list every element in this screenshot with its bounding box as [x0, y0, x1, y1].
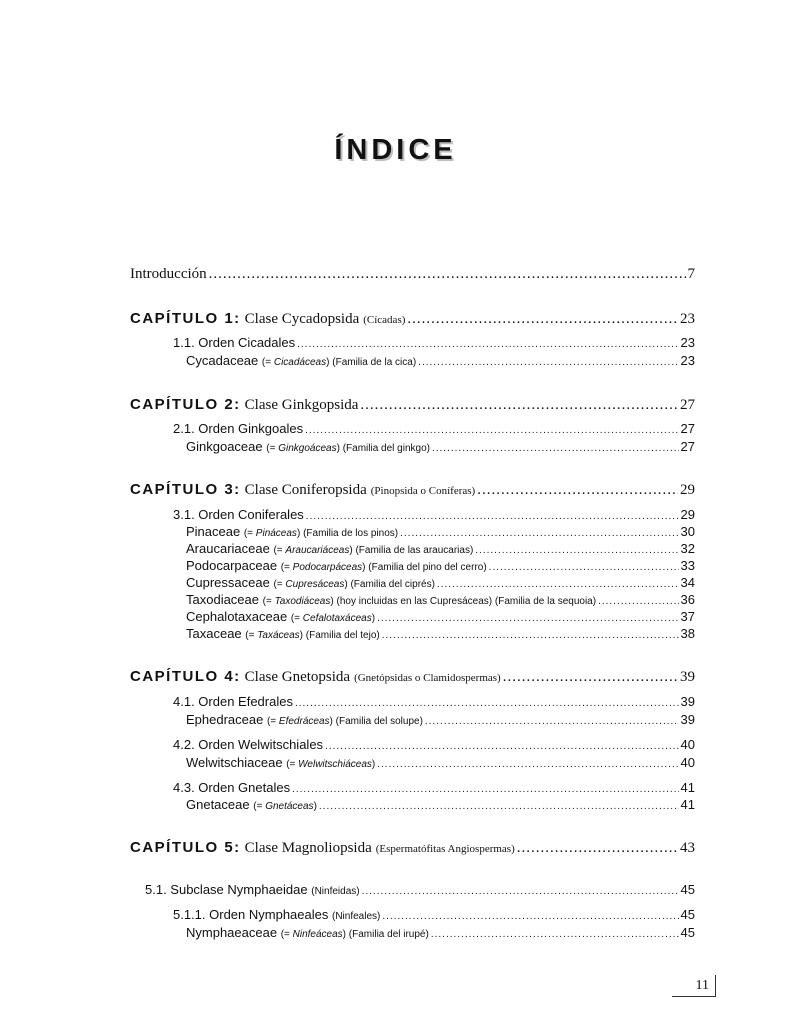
toc-label: 4.3. Orden Gnetales — [173, 780, 291, 795]
toc-page: 39 — [680, 712, 695, 727]
dot-leader — [437, 579, 679, 590]
toc-note: (Ninfeidas) — [311, 886, 360, 897]
family-alt-name: Efedráceas — [278, 716, 330, 727]
dot-leader — [425, 716, 679, 727]
dot-leader — [292, 784, 678, 795]
family-alt-name: Araucariáceas — [285, 545, 350, 556]
toc-page: 29 — [680, 507, 695, 522]
family-name: Cupressaceae — [186, 575, 270, 590]
chapter-note: (Pinopsida o Coníferas) — [370, 485, 476, 497]
toc-label: 1.1. Orden Cicadales — [173, 335, 296, 350]
family-description: (Familia de los pinos) — [303, 528, 399, 539]
toc-page: 37 — [680, 609, 695, 624]
dot-leader — [377, 759, 678, 770]
dot-leader — [598, 596, 678, 607]
family-description: (Familia del irupé) — [348, 929, 429, 940]
chapter-number: CAPÍTULO 2: — [130, 396, 241, 413]
family-description: (hoy incluidas en las Cupresáceas) (Familia de la sequoia) — [336, 596, 597, 607]
toc-entry-introduccion[interactable] — [130, 266, 695, 283]
family-name: Welwitschiaceae — [186, 755, 283, 770]
family-name: Taxaceae — [186, 626, 242, 641]
family-name: Nymphaeaceae — [186, 925, 278, 940]
chapter-number: CAPÍTULO 5: — [130, 839, 241, 856]
chapter-note: (Cícadas) — [363, 314, 406, 326]
toc-page: 40 — [680, 755, 695, 770]
toc-family-podocarpaceae[interactable]: Podocarpaceae (= Podocarpáceas) (Familia del pino del cerro) ..... 33 — [186, 558, 695, 573]
family-alt-name: Gnetáceas — [265, 801, 314, 812]
family-alt-name: Ninfeáceas — [292, 929, 343, 940]
dot-leader — [503, 669, 678, 686]
toc-page: 41 — [680, 780, 695, 795]
dot-leader — [432, 443, 679, 454]
toc-page: 29 — [680, 482, 695, 498]
family-alt-name: Taxáceas — [257, 630, 300, 641]
toc-chapter-2[interactable] — [130, 396, 695, 414]
dot-leader — [297, 339, 678, 350]
dot-leader — [489, 562, 679, 573]
toc-page: 45 — [680, 925, 695, 940]
chapter-class: Clase Magnoliopsida — [244, 840, 372, 856]
chapter-class: Clase Gnetopsida — [244, 669, 351, 685]
toc-order-coniferales[interactable] — [173, 507, 695, 522]
family-name: Gnetaceae — [186, 797, 250, 812]
dot-leader — [382, 911, 678, 922]
toc-chapter-5[interactable] — [130, 839, 695, 857]
family-name: Cycadaceae — [186, 353, 259, 368]
dot-leader — [407, 311, 678, 328]
toc-family-cephalotaxaceae[interactable]: Cephalotaxaceae (= Cefalotaxáceas) ..... 37 — [186, 609, 695, 624]
family-description: (Familia del tejo) — [305, 630, 380, 641]
toc-family-cycadaceae[interactable]: Cycadaceae (= Cicadáceas) (Familia de la cica) ..... 23 — [186, 353, 695, 368]
toc-chapter-4[interactable] — [130, 668, 695, 686]
family-alt-name: Welwitschiáceas — [298, 759, 372, 770]
dot-leader — [295, 698, 679, 709]
family-name: Podocarpaceae — [186, 558, 278, 573]
toc-family-nymphaeaceae[interactable]: Nymphaeaceae (= Ninfeáceas) (Familia del irupé) ..... 45 — [186, 925, 695, 940]
family-description: (Familia del pino del cerro) — [368, 562, 487, 573]
page-number: 11 — [672, 975, 716, 997]
toc-page: 7 — [687, 266, 695, 282]
chapter-number: CAPÍTULO 1: — [130, 310, 241, 327]
dot-leader — [305, 425, 678, 436]
toc-page: 39 — [680, 669, 695, 685]
family-description: (Familia del ciprés) — [350, 579, 435, 590]
dot-leader — [377, 613, 678, 624]
toc-family-cupressaceae[interactable]: Cupressaceae (= Cupresáceas) (Familia del ciprés) ..... 34 — [186, 575, 695, 590]
dot-leader — [475, 545, 678, 556]
toc-label: 4.1. Orden Efedrales — [173, 694, 293, 709]
family-name: Araucariaceae — [186, 541, 270, 556]
family-name: Pinaceae — [186, 524, 241, 539]
toc-family-gnetaceae[interactable]: Gnetaceae (= Gnetáceas) ..... 41 — [186, 797, 695, 812]
family-alt-name: Cupresáceas — [285, 579, 345, 590]
family-alt-name: Pináceas — [255, 528, 297, 539]
toc-page: 27 — [680, 439, 695, 454]
toc-family-taxodiaceae[interactable]: Taxodiaceae (= Taxodiáceas) (hoy incluidas en las Cupresáceas) (Familia de la sequoia) ..... 36 — [186, 592, 695, 607]
toc-page: 45 — [680, 907, 695, 922]
family-description: (Familia del solupe) — [335, 716, 423, 727]
page-title: ÍNDICE — [334, 134, 457, 166]
toc-page: 36 — [680, 592, 695, 607]
toc-page: 39 — [680, 694, 695, 709]
toc-chapter-3[interactable] — [130, 481, 695, 499]
chapter-class: Clase Coniferopsida — [244, 482, 367, 498]
family-name: Cephalotaxaceae — [186, 609, 288, 624]
toc-order-efedrales[interactable] — [173, 694, 695, 709]
toc-page: 41 — [680, 797, 695, 812]
toc-label: Introducción — [130, 266, 207, 282]
dot-leader — [382, 630, 679, 641]
toc-order-welwitschiales[interactable] — [173, 737, 695, 752]
chapter-note: (Gnetópsidas o Clamidospermas) — [354, 672, 501, 684]
toc-page: 23 — [680, 353, 695, 368]
toc-page: 33 — [680, 558, 695, 573]
toc-family-ephedraceae[interactable]: Ephedraceae (= Efedráceas) (Familia del solupe) ..... 39 — [186, 712, 695, 727]
chapter-number: CAPÍTULO 3: — [130, 481, 241, 498]
toc-label: 5.1.1. Orden Nymphaeales — [173, 907, 329, 922]
dot-leader — [209, 266, 686, 283]
toc-label: 3.1. Orden Coniferales — [173, 507, 304, 522]
toc-page: 43 — [680, 840, 695, 856]
toc-page: 38 — [680, 626, 695, 641]
family-name: Ginkgoaceae — [186, 439, 263, 454]
toc-order-gnetales[interactable] — [173, 780, 695, 795]
family-name: Ephedraceae — [186, 712, 264, 727]
family-alt-name: Taxodiáceas — [274, 596, 331, 607]
dot-leader — [360, 397, 678, 414]
family-description: (Familia de la cica) — [332, 357, 417, 368]
family-alt-name: Ginkgoáceas — [278, 443, 337, 454]
toc-label: 4.2. Orden Welwitschiales — [173, 737, 324, 752]
dot-leader — [362, 886, 679, 897]
dot-leader — [477, 482, 678, 499]
dot-leader — [306, 511, 679, 522]
dot-leader — [400, 528, 678, 539]
toc-family-welwitschiaceae[interactable]: Welwitschiaceae (= Welwitschiáceas) ..... 40 — [186, 755, 695, 770]
toc-page: 30 — [680, 524, 695, 539]
toc-chapter-1[interactable] — [130, 310, 695, 328]
toc-order-ginkgoales[interactable] — [173, 421, 695, 436]
toc-family-ginkgoaceae[interactable]: Ginkgoaceae (= Ginkgoáceas) (Familia del ginkgo) ..... 27 — [186, 439, 695, 454]
toc-family-araucariaceae[interactable]: Araucariaceae (= Araucariáceas) (Familia de las araucarias) ..... 32 — [186, 541, 695, 556]
toc-label: 5.1. Subclase Nymphaeidae — [145, 882, 308, 897]
toc-page: 23 — [680, 335, 695, 350]
family-alt-name: Podocarpáceas — [292, 562, 363, 573]
toc-family-pinaceae[interactable]: Pinaceae (= Pináceas) (Familia de los pinos) ..... 30 — [186, 524, 695, 539]
chapter-class: Clase Ginkgopsida — [244, 397, 359, 413]
dot-leader — [517, 840, 678, 857]
dot-leader — [325, 741, 678, 752]
toc-note: (Ninfeales) — [332, 911, 381, 922]
toc-order-cicadales[interactable] — [173, 335, 695, 350]
family-name: Taxodiaceae — [186, 592, 259, 607]
toc-family-taxaceae[interactable]: Taxaceae (= Taxáceas) (Familia del tejo) ..... 38 — [186, 626, 695, 641]
chapter-class: Clase Cycadopsida — [244, 311, 360, 327]
chapter-note: (Espermatófitas Angiospermas) — [375, 843, 515, 855]
family-alt-name: Cefalotaxáceas — [302, 613, 372, 624]
toc-page: 45 — [680, 882, 695, 897]
toc-page: 40 — [680, 737, 695, 752]
toc-page: 27 — [680, 397, 695, 413]
toc-subclass-nymphaeidae[interactable] — [145, 882, 695, 897]
family-alt-name: Cicadáceas — [273, 357, 327, 368]
family-description: (Familia del ginkgo) — [342, 443, 430, 454]
dot-leader — [319, 801, 679, 812]
chapter-number: CAPÍTULO 4: — [130, 668, 241, 685]
toc-label: 2.1. Orden Ginkgoales — [173, 421, 304, 436]
family-description: (Familia de las araucarias) — [355, 545, 474, 556]
toc-page: 23 — [680, 311, 695, 327]
toc-page: 32 — [680, 541, 695, 556]
dot-leader — [418, 357, 678, 368]
toc-page: 27 — [680, 421, 695, 436]
dot-leader — [431, 929, 679, 940]
toc-page: 34 — [680, 575, 695, 590]
toc-order-nymphaeales[interactable] — [173, 907, 695, 922]
